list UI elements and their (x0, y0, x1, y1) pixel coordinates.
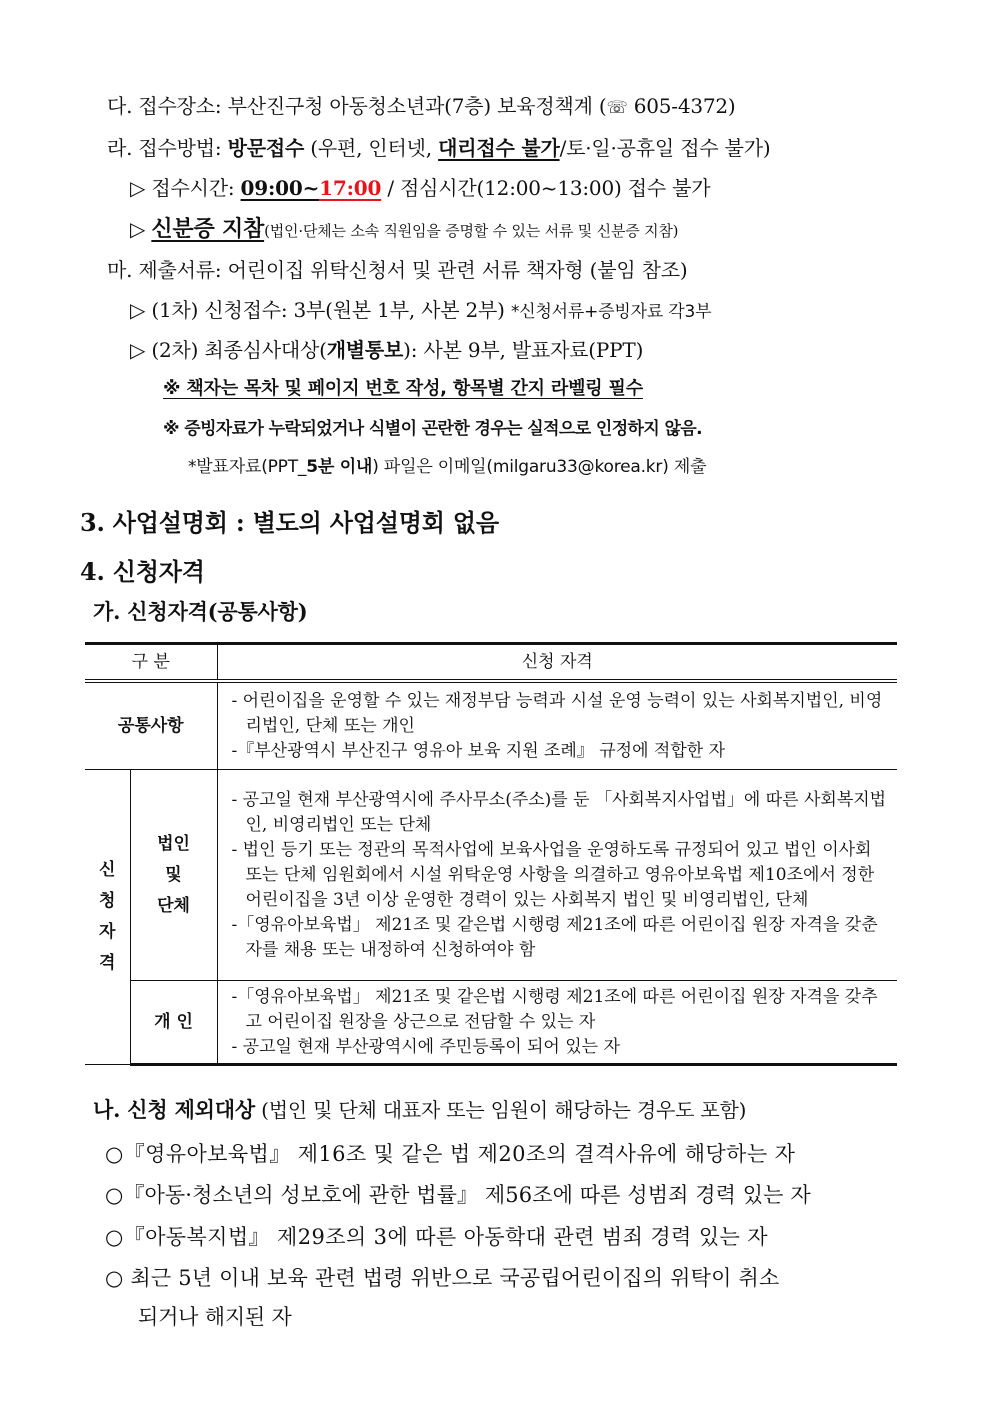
corp-label-line: 법인 (157, 833, 190, 854)
corp-item: - 법인 등기 또는 정관의 목적사업에 보육사업을 운영하도록 규정되어 있고 법인 이사회 또는 단체 임원회에서 시설 위탁운영 사항을 의결하고 영유아보육법 제10조에서 정한 어린이집을 3년 이상 운영한 경력이 있는 사회복지 법인 및 비영리법인, 단체 (231, 839, 875, 910)
reception-method-line (107, 135, 770, 161)
first-round-text: (1차) 신청접수: 3부(원본 1부, 사본 2부) (145, 298, 511, 322)
second-round-line (130, 337, 643, 363)
presentation-note-suffix: ) 파일은 이메일(milgaru33@korea.kr) 제출 (372, 457, 707, 477)
common-item: -『부산광역시 부산진구 영유아 보육 지원 조례』 규정에 적합한 자 (231, 740, 726, 761)
presentation-note (188, 454, 706, 480)
header-qualification: 신청 자격 (217, 644, 897, 682)
group-label-char: 격 (99, 953, 116, 973)
exclusion-item: ○『아동복지법』 제29조의 3에 따른 아동학대 관련 범죄 경력 있는 자 (105, 1225, 768, 1249)
table-row-individual (85, 981, 897, 1065)
visit-reception: 방문접수 (227, 136, 305, 160)
individual-item: - 공고일 현재 부산광역시에 주민등록이 되어 있는 자 (231, 1036, 620, 1057)
reception-method-suffix: /토·일·공휴일 접수 불가) (559, 136, 771, 160)
common-item: - 어린이집을 운영할 수 있는 재정부담 능력과 시설 운영 능력이 있는 사회복지법인, 비영리법인, 단체 또는 개인 (231, 690, 883, 736)
corp-item: - 공고일 현재 부산광역시에 주사무소(주소)를 둔 「사회복지사업법」에 따른 사회복지법인, 비영리법인 또는 단체 (231, 789, 887, 835)
lunch-hours: / 점심시간(12:00~13:00) 접수 불가 (381, 176, 711, 200)
presentation-time-limit: 5분 이내 (306, 457, 373, 477)
first-round-line (130, 297, 711, 325)
reception-place-line (107, 93, 736, 121)
corp-label-line: 단체 (157, 895, 190, 916)
individual-items (217, 981, 897, 1065)
section-4-title: 4. 신청자격 (80, 557, 205, 586)
group-label-char: 자 (99, 922, 116, 942)
second-round-suffix: ): 사본 9부, 발표자료(PPT) (403, 338, 644, 362)
table-header-row (85, 644, 897, 682)
exclusion-note: (법인 및 단체 대표자 또는 임원이 해당하는 경우도 포함) (254, 1098, 747, 1122)
corp-label-line: 및 (165, 864, 182, 885)
corp-label (130, 770, 217, 981)
group-label-char: 청 (99, 891, 116, 911)
individual-item: -「영유아보육법」 제21조 및 같은법 시행령 제21조에 따른 어린이집 원장 자격을 갖추고 어린이집 원장을 상근으로 전담할 수 있는 자 (231, 986, 878, 1032)
exclusion-title-line (93, 1097, 746, 1123)
applicant-group-label (85, 770, 130, 1065)
id-card-label: 신분증 지참 (151, 216, 265, 242)
qualification-subtitle: 가. 신청자격(공통사항) (93, 599, 308, 624)
presentation-note-prefix: *발표자료(PPT_ (188, 457, 307, 477)
corp-item: -「영유아보육법」 제21조 및 같은법 시행령 제21조에 따른 어린이집 원장 자격을 갖춘 자를 채용 또는 내정하여 신청하여야 함 (231, 914, 878, 960)
table-row-common (85, 681, 897, 770)
triangle-bullet-icon: ▷ (130, 338, 146, 362)
evidence-note: ※ 증빙자료가 누락되었거나 식별이 곤란한 경우는 실적으로 인정하지 않음. (163, 419, 702, 439)
section-3-title: 3. 사업설명회 : 별도의 사업설명회 없음 (80, 508, 499, 537)
header-category: 구 분 (85, 644, 217, 682)
telephone-icon: ☏ (606, 98, 628, 118)
second-round-prefix: (2차) 최종심사대상( (145, 338, 327, 362)
qualification-table (85, 642, 897, 1066)
exclusion-item-continuation: 되거나 해지된 자 (138, 1305, 292, 1329)
exclusion-item: ○『영유아보육법』 제16조 및 같은 법 제20조의 결격사유에 해당하는 자 (105, 1142, 796, 1166)
common-label: 공통사항 (85, 681, 217, 770)
individual-label: 개 인 (130, 981, 217, 1065)
reception-place-text: 다. 접수장소: 부산진구청 아동청소년과(7층) 보육정책계 ( (107, 94, 607, 118)
individual-notice: 개별통보 (326, 338, 404, 362)
documents-line: 마. 제출서류: 어린이집 위탁신청서 및 관련 서류 책자형 (붙임 참조) (107, 258, 688, 282)
hours-end: 17:00 (319, 176, 382, 200)
triangle-bullet-icon: ▷ (130, 217, 146, 241)
exclusion-title: 나. 신청 제외대상 (93, 1097, 255, 1122)
common-items (217, 681, 897, 770)
no-proxy-reception: 대리접수 불가 (438, 136, 560, 160)
booklet-note: ※ 책자는 목차 및 페이지 번호 작성, 항목별 간지 라벨링 필수 (163, 378, 643, 399)
phone-number: 605-4372) (627, 94, 736, 118)
hours-start: 09:00~ (240, 176, 320, 200)
id-card-line (130, 216, 678, 244)
exclusion-item: ○『아동·청소년의 성보호에 관한 법률』 제56조에 따른 성범죄 경력 있는 자 (105, 1183, 811, 1207)
reception-hours-label: 접수시간: (145, 176, 241, 200)
triangle-bullet-icon: ▷ (130, 298, 146, 322)
exclusion-item: ○ 최근 5년 이내 보육 관련 법령 위반으로 국공립어린이집의 위탁이 취소 (105, 1266, 780, 1290)
reception-hours-line (130, 175, 710, 201)
id-card-note: (법인·단체는 소속 직원임을 증명할 수 있는 서류 및 신분증 지참) (264, 222, 679, 240)
first-round-note: *신청서류+증빙자료 각3부 (510, 302, 712, 322)
corp-items (217, 770, 897, 981)
triangle-bullet-icon: ▷ (130, 176, 146, 200)
table-row-corp (85, 770, 897, 981)
reception-method-paren: (우편, 인터넷, (304, 136, 439, 160)
reception-method-prefix: 라. 접수방법: (107, 136, 228, 160)
group-label-char: 신 (99, 860, 116, 880)
